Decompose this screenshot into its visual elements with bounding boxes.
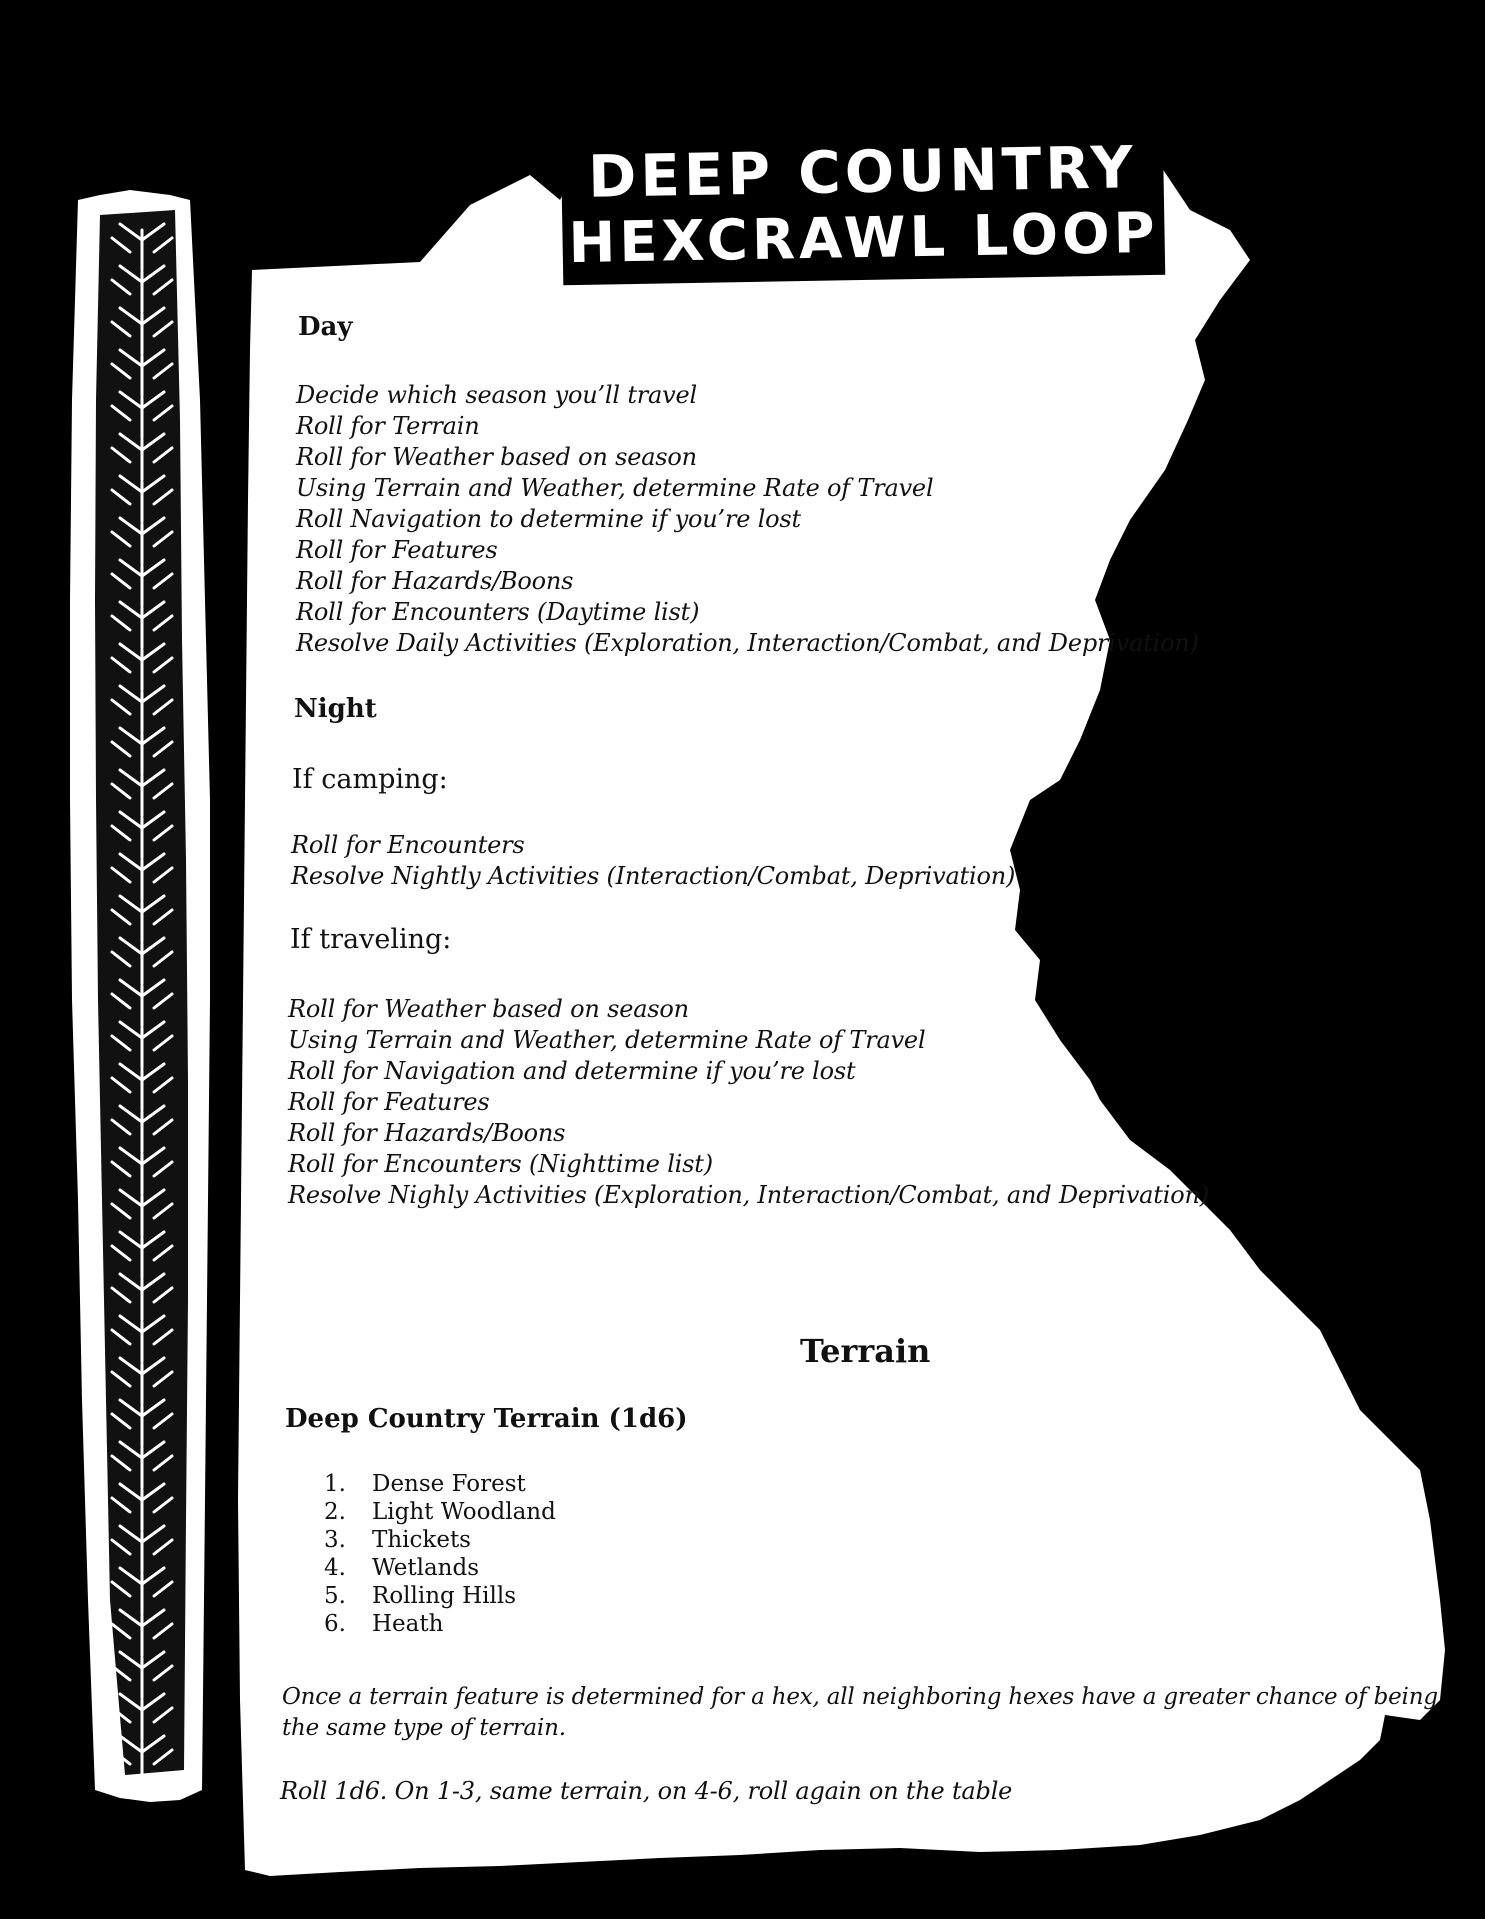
traveling-step: Resolve Nighly Activities (Exploration, Interaction/Combat, and Deprivation) — [288, 1181, 1209, 1209]
day-step: Resolve Daily Activities (Exploration, Interaction/Combat, and Deprivation) — [296, 629, 1199, 657]
traveling-step: Roll for Weather based on season — [288, 995, 689, 1023]
traveling-step: Roll for Features — [288, 1088, 490, 1116]
camping-step: Resolve Nightly Activities (Interaction/Combat, Deprivation) — [291, 862, 1016, 890]
day-step: Roll Navigation to determine if you’re lost — [296, 505, 801, 533]
if-camping-label: If camping: — [292, 764, 448, 795]
day-step: Roll for Hazards/Boons — [296, 567, 574, 595]
terrain-roll-rule: Roll 1d6. On 1-3, same terrain, on 4-6, roll again on the table — [280, 1777, 1013, 1805]
terrain-item: 1. Dense Forest — [324, 1471, 526, 1497]
terrain-list — [324, 1470, 556, 1638]
terrain-item: 5. Rolling Hills — [324, 1583, 517, 1609]
terrain-note-line-2: the same type of terrain. — [282, 1715, 566, 1741]
day-step: Roll for Encounters (Daytime list) — [296, 598, 700, 626]
camping-step: Roll for Encounters — [291, 831, 525, 859]
terrain-item: 4. Wetlands — [324, 1555, 480, 1581]
day-step: Decide which season you’ll travel — [296, 381, 697, 409]
terrain-item: 2. Light Woodland — [324, 1499, 556, 1525]
camping-steps-list — [291, 830, 1015, 892]
day-step: Using Terrain and Weather, determine Rate of Travel — [296, 474, 934, 502]
traveling-step: Roll for Hazards/Boons — [288, 1119, 566, 1147]
terrain-heading: Terrain — [800, 1332, 931, 1370]
day-step: Roll for Terrain — [296, 412, 480, 440]
title-line-2: HEXCRAWL LOOP — [567, 200, 1160, 277]
day-step: Roll for Weather based on season — [296, 443, 697, 471]
if-traveling-label: If traveling: — [290, 924, 452, 955]
day-steps-list — [296, 380, 1199, 659]
terrain-table-title: Deep Country Terrain (1d6) — [285, 1404, 688, 1434]
terrain-item: 3. Thickets — [324, 1527, 471, 1553]
title-line-1: DEEP COUNTRY — [587, 133, 1138, 211]
day-heading: Day — [298, 312, 353, 342]
day-step: Roll for Features — [296, 536, 498, 564]
traveling-step: Using Terrain and Weather, determine Rate of Travel — [288, 1026, 926, 1054]
title-banner — [561, 125, 1166, 285]
night-heading: Night — [294, 694, 377, 724]
traveling-step: Roll for Encounters (Nighttime list) — [288, 1150, 713, 1178]
terrain-item: 6. Heath — [324, 1611, 444, 1637]
traveling-step: Roll for Navigation and determine if you’re lost — [288, 1057, 856, 1085]
traveling-steps-list — [288, 994, 1209, 1211]
terrain-note — [282, 1682, 1438, 1744]
terrain-note-line-1: Once a terrain feature is determined for a hex, all neighboring hexes have a greater chance of being — [282, 1684, 1438, 1710]
